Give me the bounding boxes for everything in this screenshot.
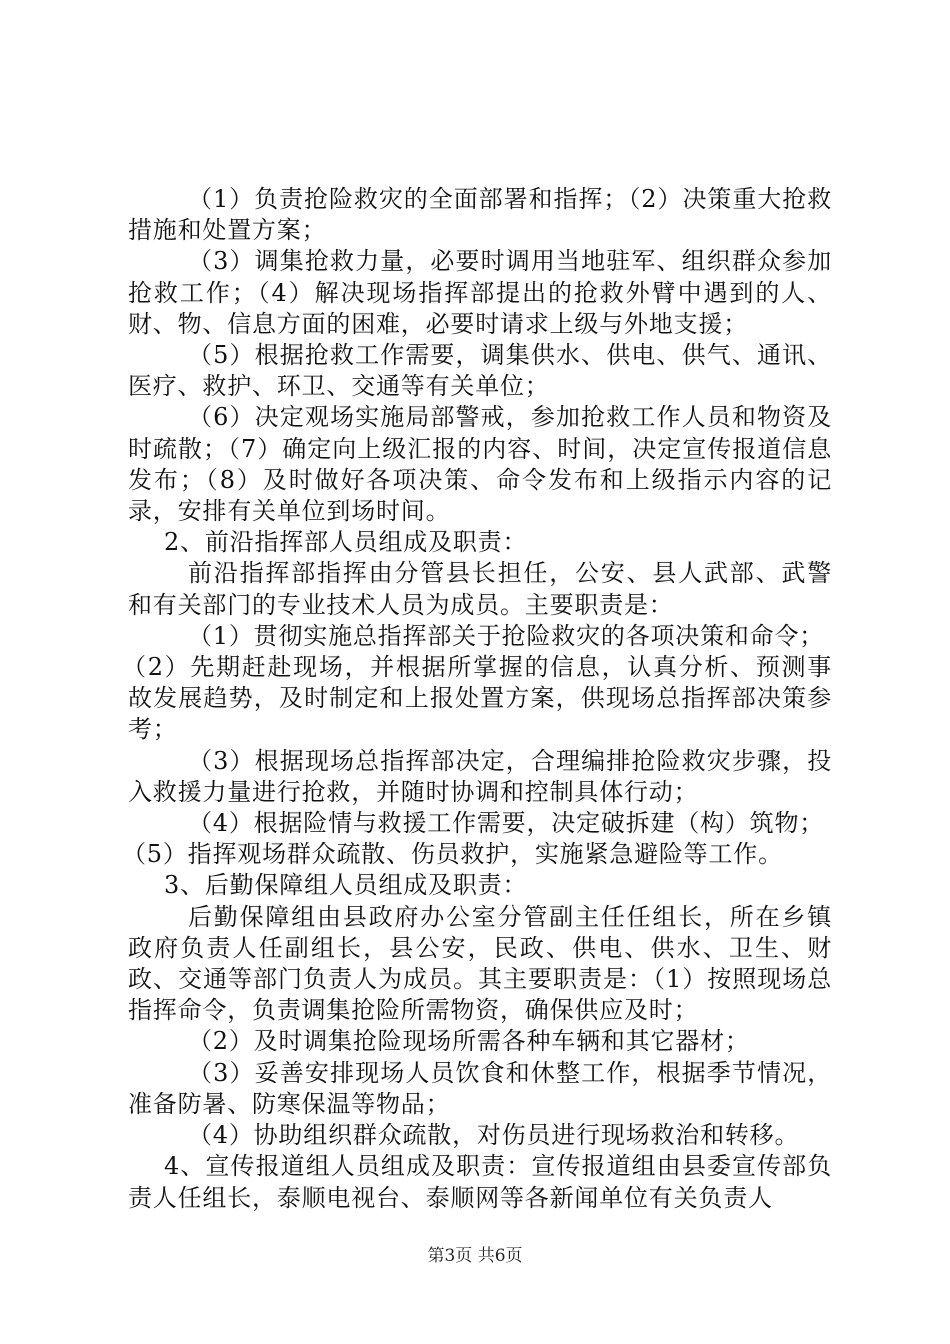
section-heading: 4、宣传报道组人员组成及职责：宣传报道组由县委宣传部负责人任组长，泰顺电视台、泰顺网等各新闻单位有关负责人 bbox=[128, 1152, 832, 1212]
paragraph: （4）协助组织群众疏散，对伤员进行现场救治和转移。 bbox=[188, 1121, 800, 1150]
paragraph: （2）先期赶赴现场，并根据所掌握的信息，认真分析、预测事故发展趋势，及时制定和上报处置方案，供现场总指挥部决策参考； bbox=[122, 653, 832, 744]
paragraph: （4）根据险情与救援工作需要，决定破拆建（构）筑物； bbox=[188, 809, 825, 838]
paragraph: 后勤保障组由县政府办公室分管副主任任组长，所在乡镇政府负责人任副组长，县公安，民政、供电、供水、卫生、财政、交通等部门负责人为成员。其主要职责是：（1）按照现场总指挥命令，负责调集抢险所需物资，确保供应及时； bbox=[128, 902, 832, 1025]
paragraph: （3）妥善安排现场人员饮食和休整工作，根据季节情况，准备防暑、防寒保温等物品； bbox=[128, 1058, 832, 1118]
paragraph: 前沿指挥部指挥由分管县长担任，公安、县人武部、武警和有关部门的专业技术人员为成员。主要职责是： bbox=[128, 559, 832, 619]
section-heading: 2、前沿指挥部人员组成及职责： bbox=[164, 528, 528, 557]
paragraph: （6）决定观场实施局部警戒，参加抢救工作人员和物资及时疏散；（7）确定向上级汇报的内容、时间，决定宣传报道信息发布；（8）及时做好各项决策、命令发布和上级指示内容的记录，安排有关单位到场时间。 bbox=[128, 403, 832, 526]
page-footer: 第3页 共6页 bbox=[427, 1246, 523, 1266]
paragraph: （3）调集抢救力量，必要时调用当地驻军、组织群众参加抢救工作；（4）解决现场指挥部提出的抢救外臂中遇到的人、财、物、信息方面的困难，必要时请求上级与外地支援； bbox=[128, 247, 832, 338]
paragraph: （5）根据抢救工作需要，调集供水、供电、供气、通讯、医疗、救护、环卫、交通等有关单位； bbox=[128, 341, 832, 401]
paragraph: （1）负责抢险救灾的全面部署和指挥；（2）决策重大抢救措施和处置方案； bbox=[128, 185, 832, 245]
paragraph: （3）根据现场总指挥部决定，合理编排抢险救灾步骤，投入救援力量进行抢救，并随时协调和控制具体行动； bbox=[128, 746, 832, 806]
paragraph: （1）贯彻实施总指挥部关于抢险救灾的各项决策和命令； bbox=[188, 621, 825, 650]
section-heading: 3、后勤保障组人员组成及职责： bbox=[164, 871, 528, 900]
paragraph: （2）及时调集抢险现场所需各种车辆和其它器材； bbox=[188, 1027, 750, 1056]
document-body bbox=[122, 184, 832, 1214]
paragraph: （5）指挥观场群众疏散、伤员救护，实施紧急避险等工作。 bbox=[122, 840, 783, 869]
